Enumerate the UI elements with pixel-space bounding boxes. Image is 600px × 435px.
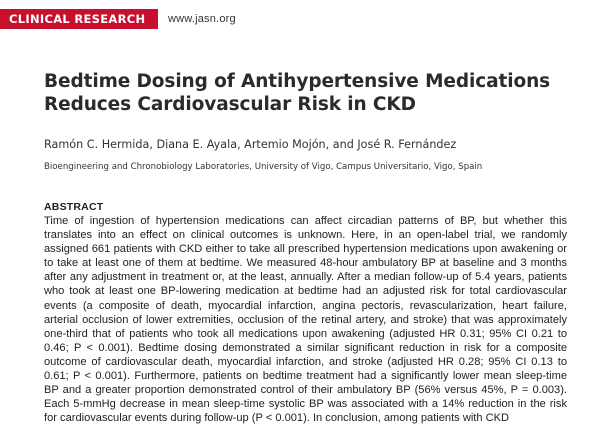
author-list: Ramón C. Hermida, Diana E. Ayala, Artemio Mojón, and José R. Fernández xyxy=(44,138,457,151)
author-affiliation: Bioengineering and Chronobiology Laboratories, University of Vigo, Campus Universitario, Vigo, Spain xyxy=(44,162,483,172)
journal-website-link[interactable]: www.jasn.org xyxy=(168,13,236,25)
journal-header xyxy=(0,9,236,29)
abstract-heading: ABSTRACT xyxy=(44,201,104,213)
section-badge: CLINICAL RESEARCH xyxy=(0,9,158,29)
abstract-text: Time of ingestion of hypertension medications can affect circadian patterns of BP, but whether this translates into an effect on clinical outcomes is unknown. Here, in an open-label trial, we randomly assigned 661 patients with CKD either to take all prescribed hypertension medications upon awakening or to take at least one of them at bedtime. We measured 48-hour ambulatory BP at baseline and 3 months after any adjustment in treatment or, at the least, annually. After a median follow-up of 5.4 years, patients who took at least one BP-lowering medication at bedtime had an adjusted risk for total cardiovascular events (a composite of death, myocardial infarction, angina pectoris, revascularization, heart failure, arterial occlusion of lower extremities, occlusion of the retinal artery, and stroke) that was approximately one-third that of patients who took all medications upon awakening (adjusted HR 0.31; 95% CI 0.21 to 0.46; P < 0.001). Bedtime dosing demonstrated a similar significant reduction in risk for a composite outcome of cardiovascular death, myocardial infarction, and stroke (adjusted HR 0.28; 95% CI 0.13 to 0.61; P < 0.001). Furthermore, patients on bedtime treatment had a significantly lower mean sleep-time BP and a greater proportion demonstrated control of their ambulatory BP (56% versus 45%, P = 0.003). Each 5-mmHg decrease in mean sleep-time systolic BP was associated with a 14% reduction in the risk for cardiovascular events during follow-up (P < 0.001). In conclusion, among patients with CKD xyxy=(44,215,567,425)
article-title: Bedtime Dosing of Antihypertensive Medications Reduces Cardiovascular Risk in CKD xyxy=(44,71,551,115)
